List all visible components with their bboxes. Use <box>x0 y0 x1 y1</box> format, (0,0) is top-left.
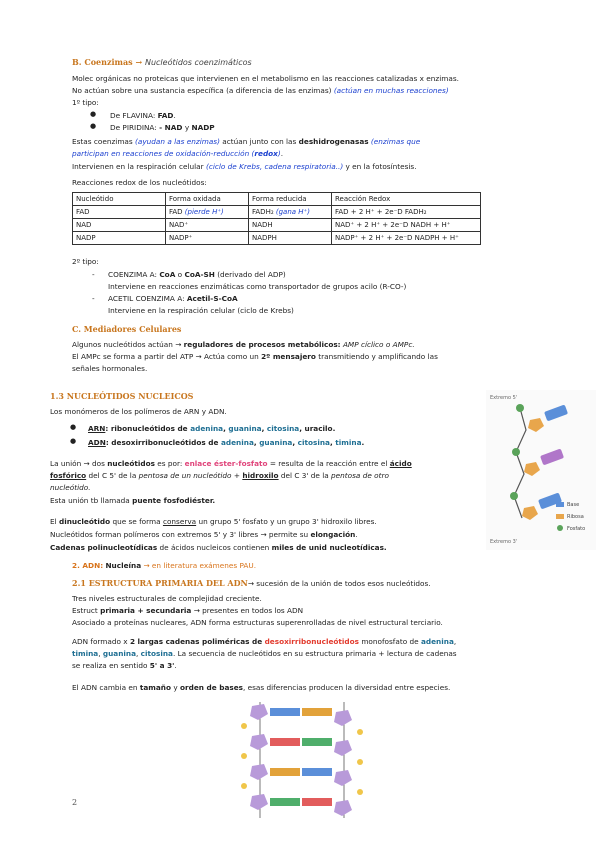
flavina-item: De FLAVINA: FAD. <box>110 111 176 120</box>
fig-top-label: Extremo 5' <box>490 395 518 401</box>
table-cell: FAD <box>73 206 166 219</box>
coenzimas-heading: B. Coenzimas → Nucleótidos coenzimáticos <box>72 57 252 67</box>
table-cell: NADP⁺ <box>166 232 249 245</box>
coenzimas-p3-line1: Estas coenzimas (ayudan a las enzimas) actúan junto con las deshidrogenasas (enzimas que <box>72 137 421 146</box>
table-cell: FAD + 2 H⁺ + 2e⁻D FADH₂ <box>332 206 481 219</box>
bullet-dot: ● <box>90 110 97 118</box>
table-cell: NAD⁺ <box>166 219 249 232</box>
pentose-icon <box>250 704 352 816</box>
svg-text:Base: Base <box>567 502 580 508</box>
adn-p4-line2: timina, guanina, citosina. La secuencia de nucleótidos en su estructura primaria + lectura de cadenas <box>72 649 457 658</box>
coenzimas-p4: Intervienen en la respiración celular (ciclo de Krebs, cadena respiratoria..) y en la fotosíntesis. <box>72 162 417 171</box>
adn-p3: Asociado a proteínas nucleares, ADN forma estructuras superenrolladas de nivel estructural terciario. <box>72 618 443 627</box>
redox-table-title: Reacciones redox de los nucleótidos: <box>72 178 207 187</box>
estructura-primaria-heading: 2.1 ESTRUCTURA PRIMARIA DEL ADN→ sucesión de la unión de todos esos nucleótidos. <box>72 578 431 588</box>
table-cell: NADP <box>73 232 166 245</box>
table-cell: NAD⁺ + 2 H⁺ + 2e⁻D NADH + H⁺ <box>332 219 481 232</box>
adn-p2: Estruct primaria + secundaria → presentes en todos los ADN <box>72 606 304 615</box>
adn-heading: 2. ADN: Nucleína → en literatura exámenes PAU. <box>72 561 257 570</box>
adn-item: ADN: desoxirribonucleótidos de adenina, guanina, citosina, timina. <box>88 438 365 447</box>
acetil-coa-item: ACETIL COENZIMA A: Acetil-S-CoA <box>108 294 238 303</box>
redox-table <box>72 192 481 245</box>
nucleicos-heading: 1.3 NUCLEÓTIDOS NUCLEICOS <box>50 391 194 401</box>
dinucleotido-line: El dinucleótido que se forma conserva un grupo 5' fosfato y un grupo 3' hidroxilo libres. <box>50 517 377 526</box>
acetil-coa-desc: Interviene en la respiración celular (ciclo de Krebs) <box>108 306 294 315</box>
elongacion-line: Nucleótidos forman polímeros con extremos 5' y 3' libres → permite su elongación. <box>50 530 358 539</box>
mediadores-p2: El AMPc se forma a partir del ATP → Actúa como un 2º mensajero transmitiendo y amplificando las <box>72 352 438 361</box>
table-cell: NAD <box>73 219 166 232</box>
table-cell: NADP⁺ + 2 H⁺ + 2e⁻D NADPH + H⁺ <box>332 232 481 245</box>
table-row <box>73 219 481 232</box>
svg-text:Ribosa: Ribosa <box>567 514 584 520</box>
union-line4: Esta unión tb llamada puente fosfodiéster. <box>50 496 216 505</box>
table-cell: NADH <box>249 219 332 232</box>
table-row <box>73 206 481 219</box>
fig-bottom-label: Extremo 3' <box>490 539 518 545</box>
arn-item: ARN: ribonucleótidos de adenina, guanina, citosina, uracilo. <box>88 424 336 433</box>
adn-p6: El ADN cambia en tamaño y orden de bases, esas diferencias producen la diversidad entre especies. <box>72 683 451 692</box>
svg-text:Fosfato: Fosfato <box>567 526 586 532</box>
coenzimas-p1: Molec orgánicas no proteicas que intervienen en el metabolismo en las reacciones catalizadas x enzimas. <box>72 74 459 83</box>
nucleotide-chain-figure <box>486 390 596 550</box>
mediadores-p3: señales hormonales. <box>72 364 148 373</box>
tipo2-label: 2º tipo: <box>72 257 99 266</box>
bullet-dot: ● <box>70 437 77 445</box>
table-cell: NADPH <box>249 232 332 245</box>
coenzima-a-desc: Interviene en reacciones enzimáticas como transportador de grupos acilo (R-CO-) <box>108 282 407 291</box>
bullet-dot: ● <box>70 423 77 431</box>
table-row <box>73 232 481 245</box>
piridina-item: De PIRIDINA: - NAD y NADP <box>110 123 215 132</box>
nucleicos-p1: Los monómeros de los polímeros de ARN y ADN. <box>50 407 227 416</box>
table-cell: FADH₂ (gana H⁺) <box>249 206 332 219</box>
tipo1-label: 1º tipo: <box>72 98 99 107</box>
union-line3: nucleótido. <box>50 483 91 492</box>
table-cell: FAD (pierde H⁺) <box>166 206 249 219</box>
page-number: 2 <box>72 798 78 807</box>
adn-p5: se realiza en sentido 5' a 3'. <box>72 661 177 670</box>
cadenas-line: Cadenas polinucleotídicas de ácidos nucleicos contienen miles de unid nucleotídicas. <box>50 543 387 552</box>
union-line1: La unión → dos nucleótidos es por: enlace éster-fosfato = resulta de la reacción entre el ácido <box>50 459 412 468</box>
dash-marker: - <box>92 294 95 303</box>
coenzimas-p3-line2: participan en reacciones de oxidación-reducción (redox). <box>72 149 284 158</box>
mediadores-heading: C. Mediadores Celulares <box>72 324 182 334</box>
coenzimas-p2: No actúan sobre una sustancia específica (a diferencia de las enzimas) (actúan en muchas reacciones) <box>72 86 449 95</box>
table-header-row <box>73 193 481 206</box>
dash-marker: - <box>92 270 95 279</box>
adn-p4-line1: ADN formado x 2 largas cadenas poliméricas de desoxirribonucleótidos monofosfato de adenina, <box>72 637 457 646</box>
adn-p1: Tres niveles estructurales de complejidad creciente. <box>72 594 262 603</box>
col-header: Forma oxidada <box>166 193 249 206</box>
col-header: Forma reducida <box>249 193 332 206</box>
union-line2: fosfórico del C 5' de la pentosa de un nucleótido + hidroxilo del C 3' de la pentosa de otro <box>50 471 389 480</box>
bullet-dot: ● <box>90 122 97 130</box>
col-header: Reacción Redox <box>332 193 481 206</box>
coenzima-a-item: COENZIMA A: CoA o CoA-SH (derivado del ADP) <box>108 270 286 279</box>
col-header: Nucleótido <box>73 193 166 206</box>
dna-double-strand-figure <box>224 696 380 824</box>
mediadores-p1: Algunos nucleótidos actúan → reguladores de procesos metabólicos: AMP cíclico o AMPc. <box>72 340 415 349</box>
base-pair-icon <box>270 708 332 806</box>
